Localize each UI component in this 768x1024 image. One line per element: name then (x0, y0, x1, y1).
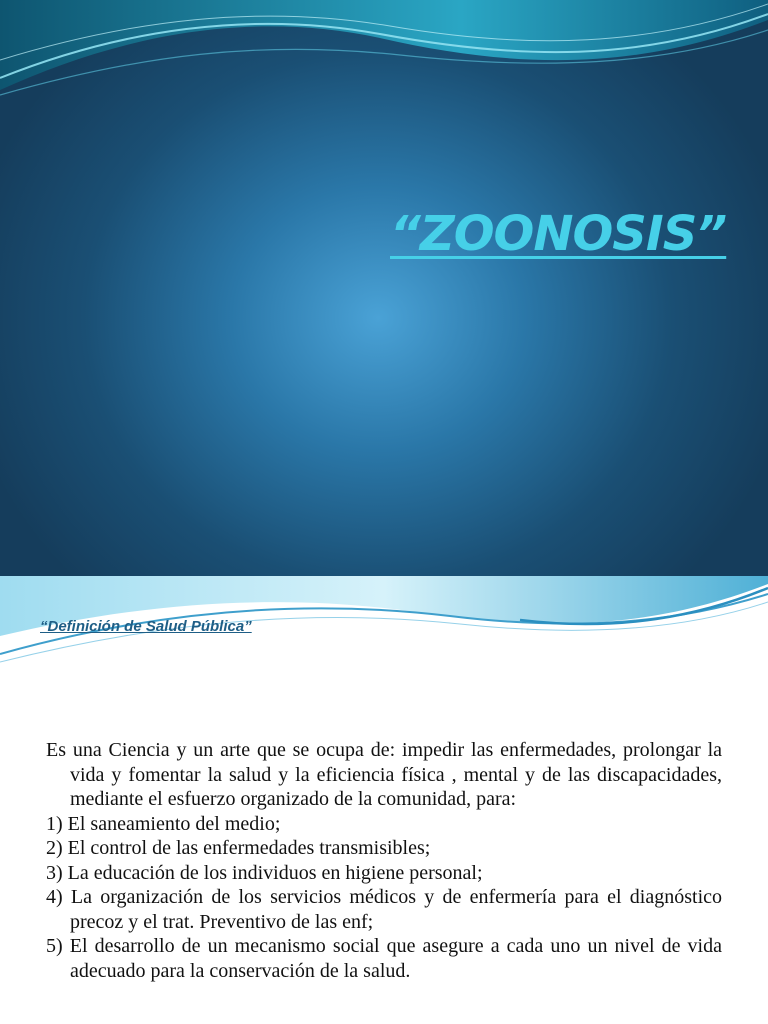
definition-text (46, 738, 722, 983)
list-item: 1) El saneamiento del medio; (46, 812, 281, 835)
slide-title: “ZOONOSIS” (390, 206, 727, 262)
intro-paragraph: Es una Ciencia y un arte que se ocupa de: impedir las enfermedades, prolongar la vida y fomentar la salud y la eficiencia física , mental y de las discapacidades, mediante el esfuerzo organizado de la comunidad, para: (46, 739, 722, 810)
list-item: 2) El control de las enfermedades transmisibles; (46, 837, 431, 859)
list-item: 4) La organización de los servicios médicos y de enfermería para el diagnóstico precoz y el trat. Preventivo de las enf; (46, 886, 722, 933)
content-slide (0, 576, 768, 1024)
slide-subtitle: “Definición de Salud Pública” (40, 618, 252, 635)
header-wave-decoration (0, 0, 768, 140)
list-item: 3) La educación de los individuos en higiene personal; (46, 861, 483, 884)
list-item: 5) El desarrollo de un mecanismo social que asegure a cada uno un nivel de vida adecuado para la conservación de la salud. (46, 935, 722, 982)
